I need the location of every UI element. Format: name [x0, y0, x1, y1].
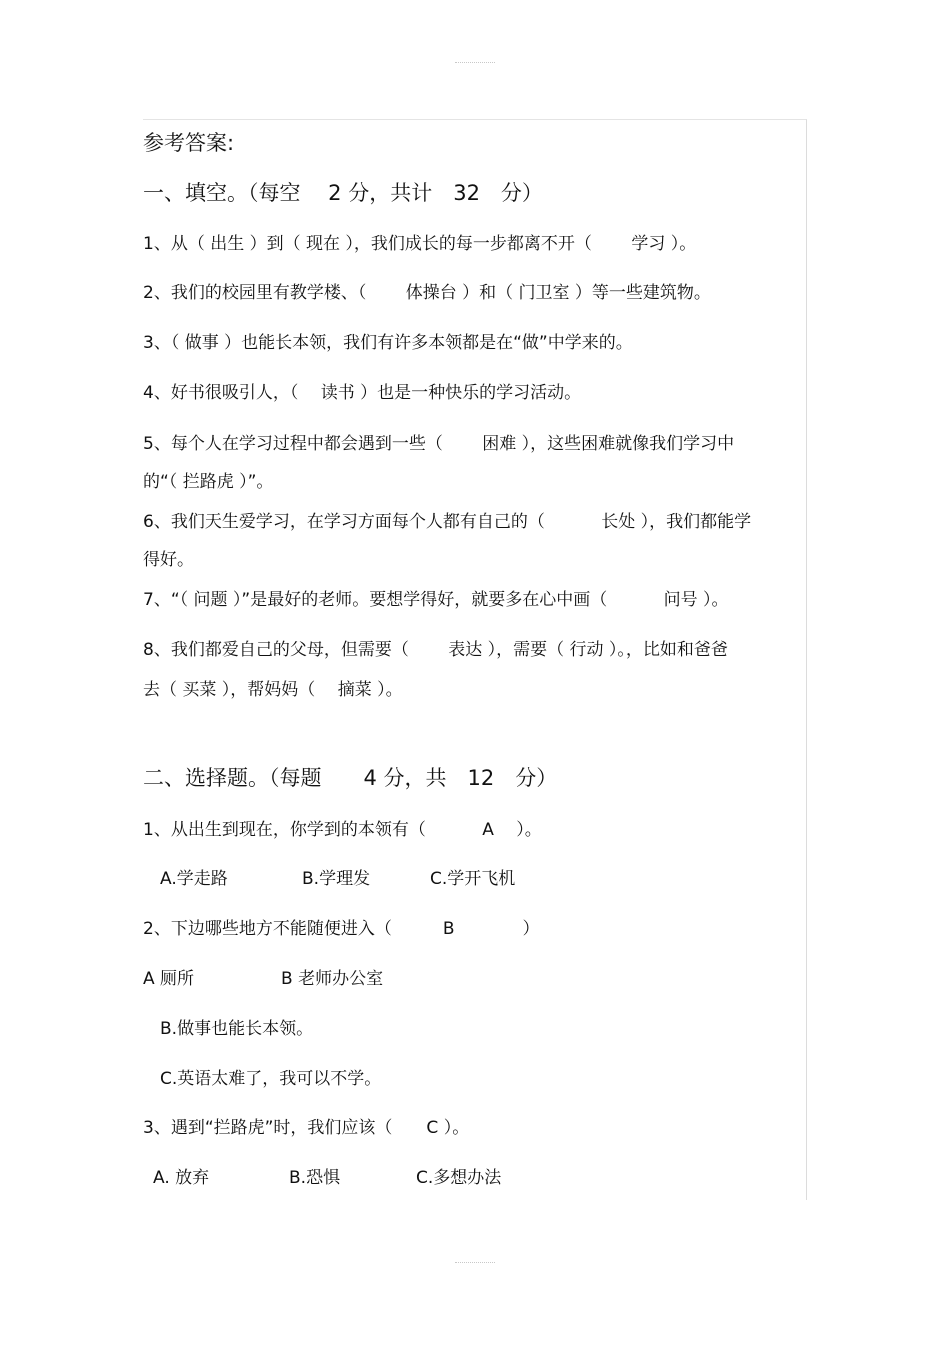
choice-q2-extra-c: C.英语太难了，我可以不学。: [160, 1069, 382, 1089]
header-mark: [455, 62, 495, 63]
answer-title: 参考答案:: [143, 131, 235, 155]
fill-item-2: 2、我们的校园里有教学楼、（ 体操台 ）和（ 门卫室 ）等一些建筑物。: [143, 283, 711, 303]
fill-item-5a: 5、每个人在学习过程中都会遇到一些（ 困难 ），这些困难就像我们学习中: [143, 434, 735, 454]
fill-item-1: 1、从（ 出生 ）到（ 现在 ），我们成长的每一步都离不开（ 学习 ）。: [143, 234, 697, 254]
fill-item-8b: 去（ 买菜 ），帮妈妈（ 摘菜 ）。: [143, 680, 403, 700]
choice-q3-stem: 3、遇到“拦路虎”时，我们应该（ C ）。: [143, 1118, 470, 1138]
choice-q1-option-a: A.学走路: [160, 869, 228, 889]
section1-heading: 一、填空。（每空 2 分，共计 32 分）: [143, 181, 543, 205]
choice-q2-extra-b: B.做事也能长本领。: [160, 1019, 314, 1039]
footer-mark: [455, 1262, 495, 1263]
choice-q3-option-c: C.多想办法: [416, 1168, 502, 1188]
choice-q1-option-b: B.学理发: [302, 869, 371, 889]
fill-item-5b: 的“（ 拦路虎 ）”。: [143, 472, 274, 492]
choice-q1-option-c: C.学开飞机: [430, 869, 516, 889]
choice-q3-option-a: A. 放弃: [153, 1168, 210, 1188]
fill-item-7: 7、“（ 问题 ）”是最好的老师。要想学得好，就要多在心中画（ 问号 ）。: [143, 590, 729, 610]
choice-q2-option-b: B 老师办公室: [281, 969, 384, 989]
choice-q2-option-a: A 厕所: [143, 969, 195, 989]
choice-q1-stem: 1、从出生到现在，你学到的本领有（ A ）。: [143, 820, 542, 840]
fill-item-3: 3、（ 做事 ）也能长本领，我们有许多本领都是在“做”中学来的。: [143, 333, 633, 353]
choice-q3-option-b: B.恐惧: [289, 1168, 341, 1188]
fill-item-4: 4、好书很吸引人，（ 读书 ）也是一种快乐的学习活动。: [143, 383, 582, 403]
section2-heading: 二、选择题。（每题 4 分，共 12 分）: [143, 766, 558, 790]
fill-item-6a: 6、我们天生爱学习，在学习方面每个人都有自己的（ 长处 ），我们都能学: [143, 512, 752, 532]
choice-q2-stem: 2、下边哪些地方不能随便进入（ B ）: [143, 919, 540, 939]
fill-item-6b: 得好。: [143, 550, 194, 570]
fill-item-8a: 8、我们都爱自己的父母，但需要（ 表达 ），需要（ 行动 ）。，比如和爸爸: [143, 640, 728, 660]
